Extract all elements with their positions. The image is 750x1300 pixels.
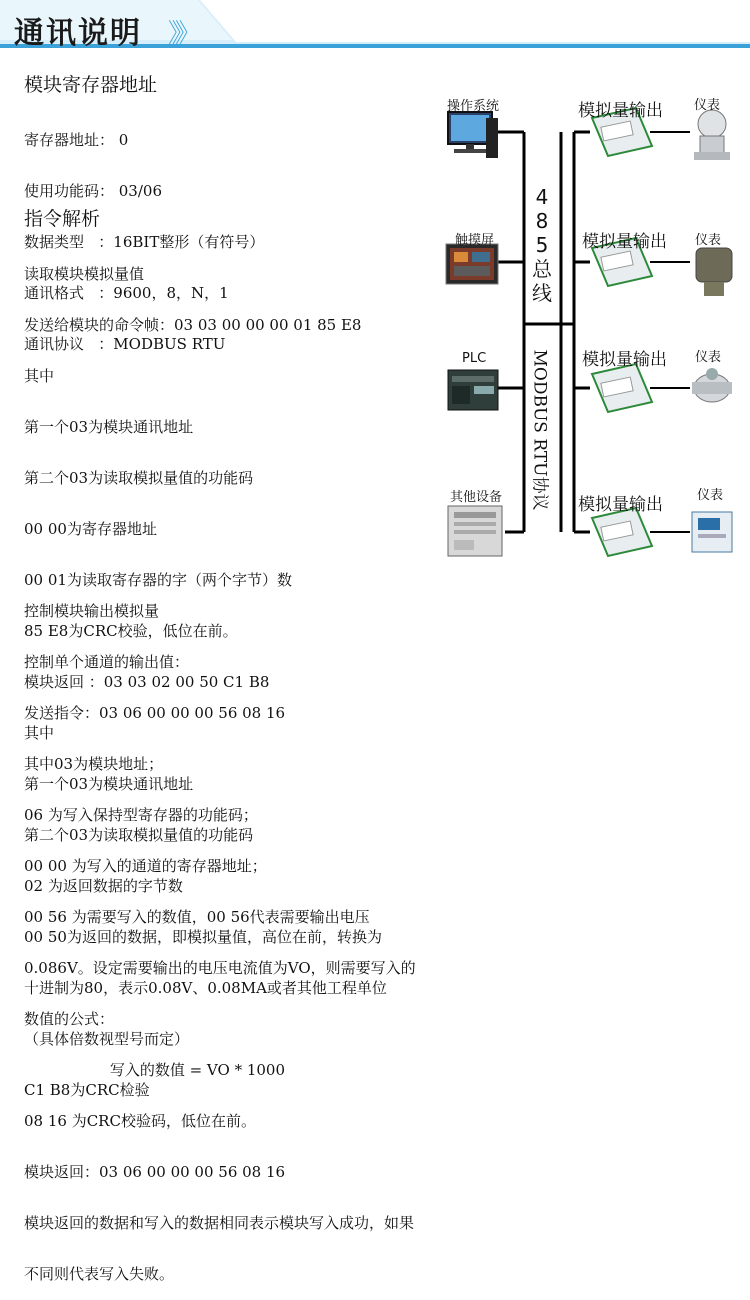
text-line: 模块返回：03 06 00 00 00 56 08 16 <box>24 1163 286 1181</box>
text-line: 数值的公式： <box>24 1010 115 1028</box>
analyzer-panel-icon <box>692 512 732 552</box>
chevron-right-icon: 》》 <box>168 19 196 49</box>
text-line: 第一个03为模块通讯地址 <box>24 775 194 793</box>
meter-label-2: 仪表 <box>695 233 722 248</box>
bus-485-label <box>527 185 557 305</box>
text-line: 写入的数值 = VO * 1000 <box>24 1061 286 1079</box>
command-analysis-heading: 指令解析 <box>24 208 101 230</box>
output-label-2: 模拟量输出 <box>582 232 667 252</box>
output-label-4: 模拟量输出 <box>578 495 663 515</box>
text-line: 00 50为返回的数据，即模拟量值，高位在前，转换为 <box>24 928 382 946</box>
meter-label-1: 仪表 <box>694 98 721 113</box>
text-line: 其中 <box>24 367 55 385</box>
analog-module-icon-4 <box>592 508 652 556</box>
touchscreen-icon <box>446 244 498 284</box>
text-line: 数据类型 ：16BIT整形（有符号） <box>24 233 265 251</box>
text-line: 不同则代表写入失败。 <box>24 1265 175 1283</box>
industrial-pc-icon <box>448 506 502 556</box>
text-line: 第一个03为模块通讯地址 <box>24 418 194 436</box>
text-line: 通讯协议 ：MODBUS RTU <box>24 335 226 353</box>
protocol-label: MODBUS RTU协议 <box>529 349 550 511</box>
valve-actuator-icon <box>696 248 732 296</box>
text-line: （具体倍数视型号而定） <box>24 1030 190 1048</box>
module-address-heading: 模块寄存器地址 <box>24 74 158 96</box>
analog-module-icon-3 <box>592 364 652 412</box>
text-line: 08 16 为CRC校验码，低位在前。 <box>24 1112 256 1130</box>
text-line: 通讯格式 ：9600，8，N，1 <box>24 284 229 302</box>
device-label-plc: PLC <box>462 351 487 366</box>
text-line: 00 00 为写入的通道的寄存器地址； <box>24 857 267 875</box>
text-line: 模块返回的数据和写入的数据相同表示模块写入成功，如果 <box>24 1214 415 1232</box>
text-line: 其中 <box>24 724 55 742</box>
output-label-1: 模拟量输出 <box>578 101 663 121</box>
text-line: 第二个03为读取模拟量值的功能码 <box>24 826 254 844</box>
text-line: 02 为返回数据的字节数 <box>24 877 183 895</box>
page-title: 通讯说明 <box>14 16 142 51</box>
bus-label-char: 8 <box>535 209 549 233</box>
text-line: 读取模块模拟量值 <box>24 265 145 283</box>
device-label-os: 操作系统 <box>447 99 500 114</box>
text-line: 控制模块输出模拟量 <box>24 602 160 620</box>
text-line: 06 为写入保持型寄存器的功能码； <box>24 806 258 824</box>
bus-label-char: 总 <box>532 257 552 281</box>
computer-icon <box>448 112 498 158</box>
text-line: 寄存器地址： 0 <box>24 131 129 149</box>
text-line: 模块返回 ：03 03 02 00 50 C1 B8 <box>24 673 270 691</box>
device-label-other: 其他设备 <box>450 490 503 505</box>
bus-label-char: 4 <box>535 185 549 209</box>
bus-label-char: 5 <box>535 233 549 257</box>
text-line: 其中03为模块地址； <box>24 755 164 773</box>
text-line: 使用功能码： 03/06 <box>24 182 162 200</box>
text-line: 00 56 为需要写入的数值，00 56代表需要输出电压 <box>24 908 370 926</box>
text-line: 85 E8为CRC校验，低位在前。 <box>24 622 238 640</box>
output-label-3: 模拟量输出 <box>582 350 667 370</box>
flow-meter-icon <box>692 368 732 402</box>
meter-label-3: 仪表 <box>695 350 722 365</box>
bus-label-char: 线 <box>532 281 552 305</box>
text-line: 00 00为寄存器地址 <box>24 520 157 538</box>
text-line: 00 01为读取寄存器的字（两个字节）数 <box>24 571 292 589</box>
plc-icon <box>448 370 498 410</box>
text-line: 第二个03为读取模拟量值的功能码 <box>24 469 254 487</box>
text-line: 发送给模块的命令帧：03 03 00 00 00 01 85 E8 <box>24 316 362 334</box>
text-line: 十进制为80，表示0.08V、0.08MA或者其他工程单位 <box>24 979 387 997</box>
text-line: 控制单个通道的输出值： <box>24 653 190 671</box>
device-label-touchscreen: 触摸屏 <box>455 233 495 248</box>
text-line: 0.086V。设定需要输出的电压电流值为VO，则需要写入的 <box>24 959 416 977</box>
text-line: 发送指令：03 06 00 00 00 56 08 16 <box>24 704 286 722</box>
pressure-transmitter-icon <box>694 110 730 160</box>
text-line: C1 B8为CRC检验 <box>24 1081 150 1099</box>
meter-label-4: 仪表 <box>697 488 724 503</box>
